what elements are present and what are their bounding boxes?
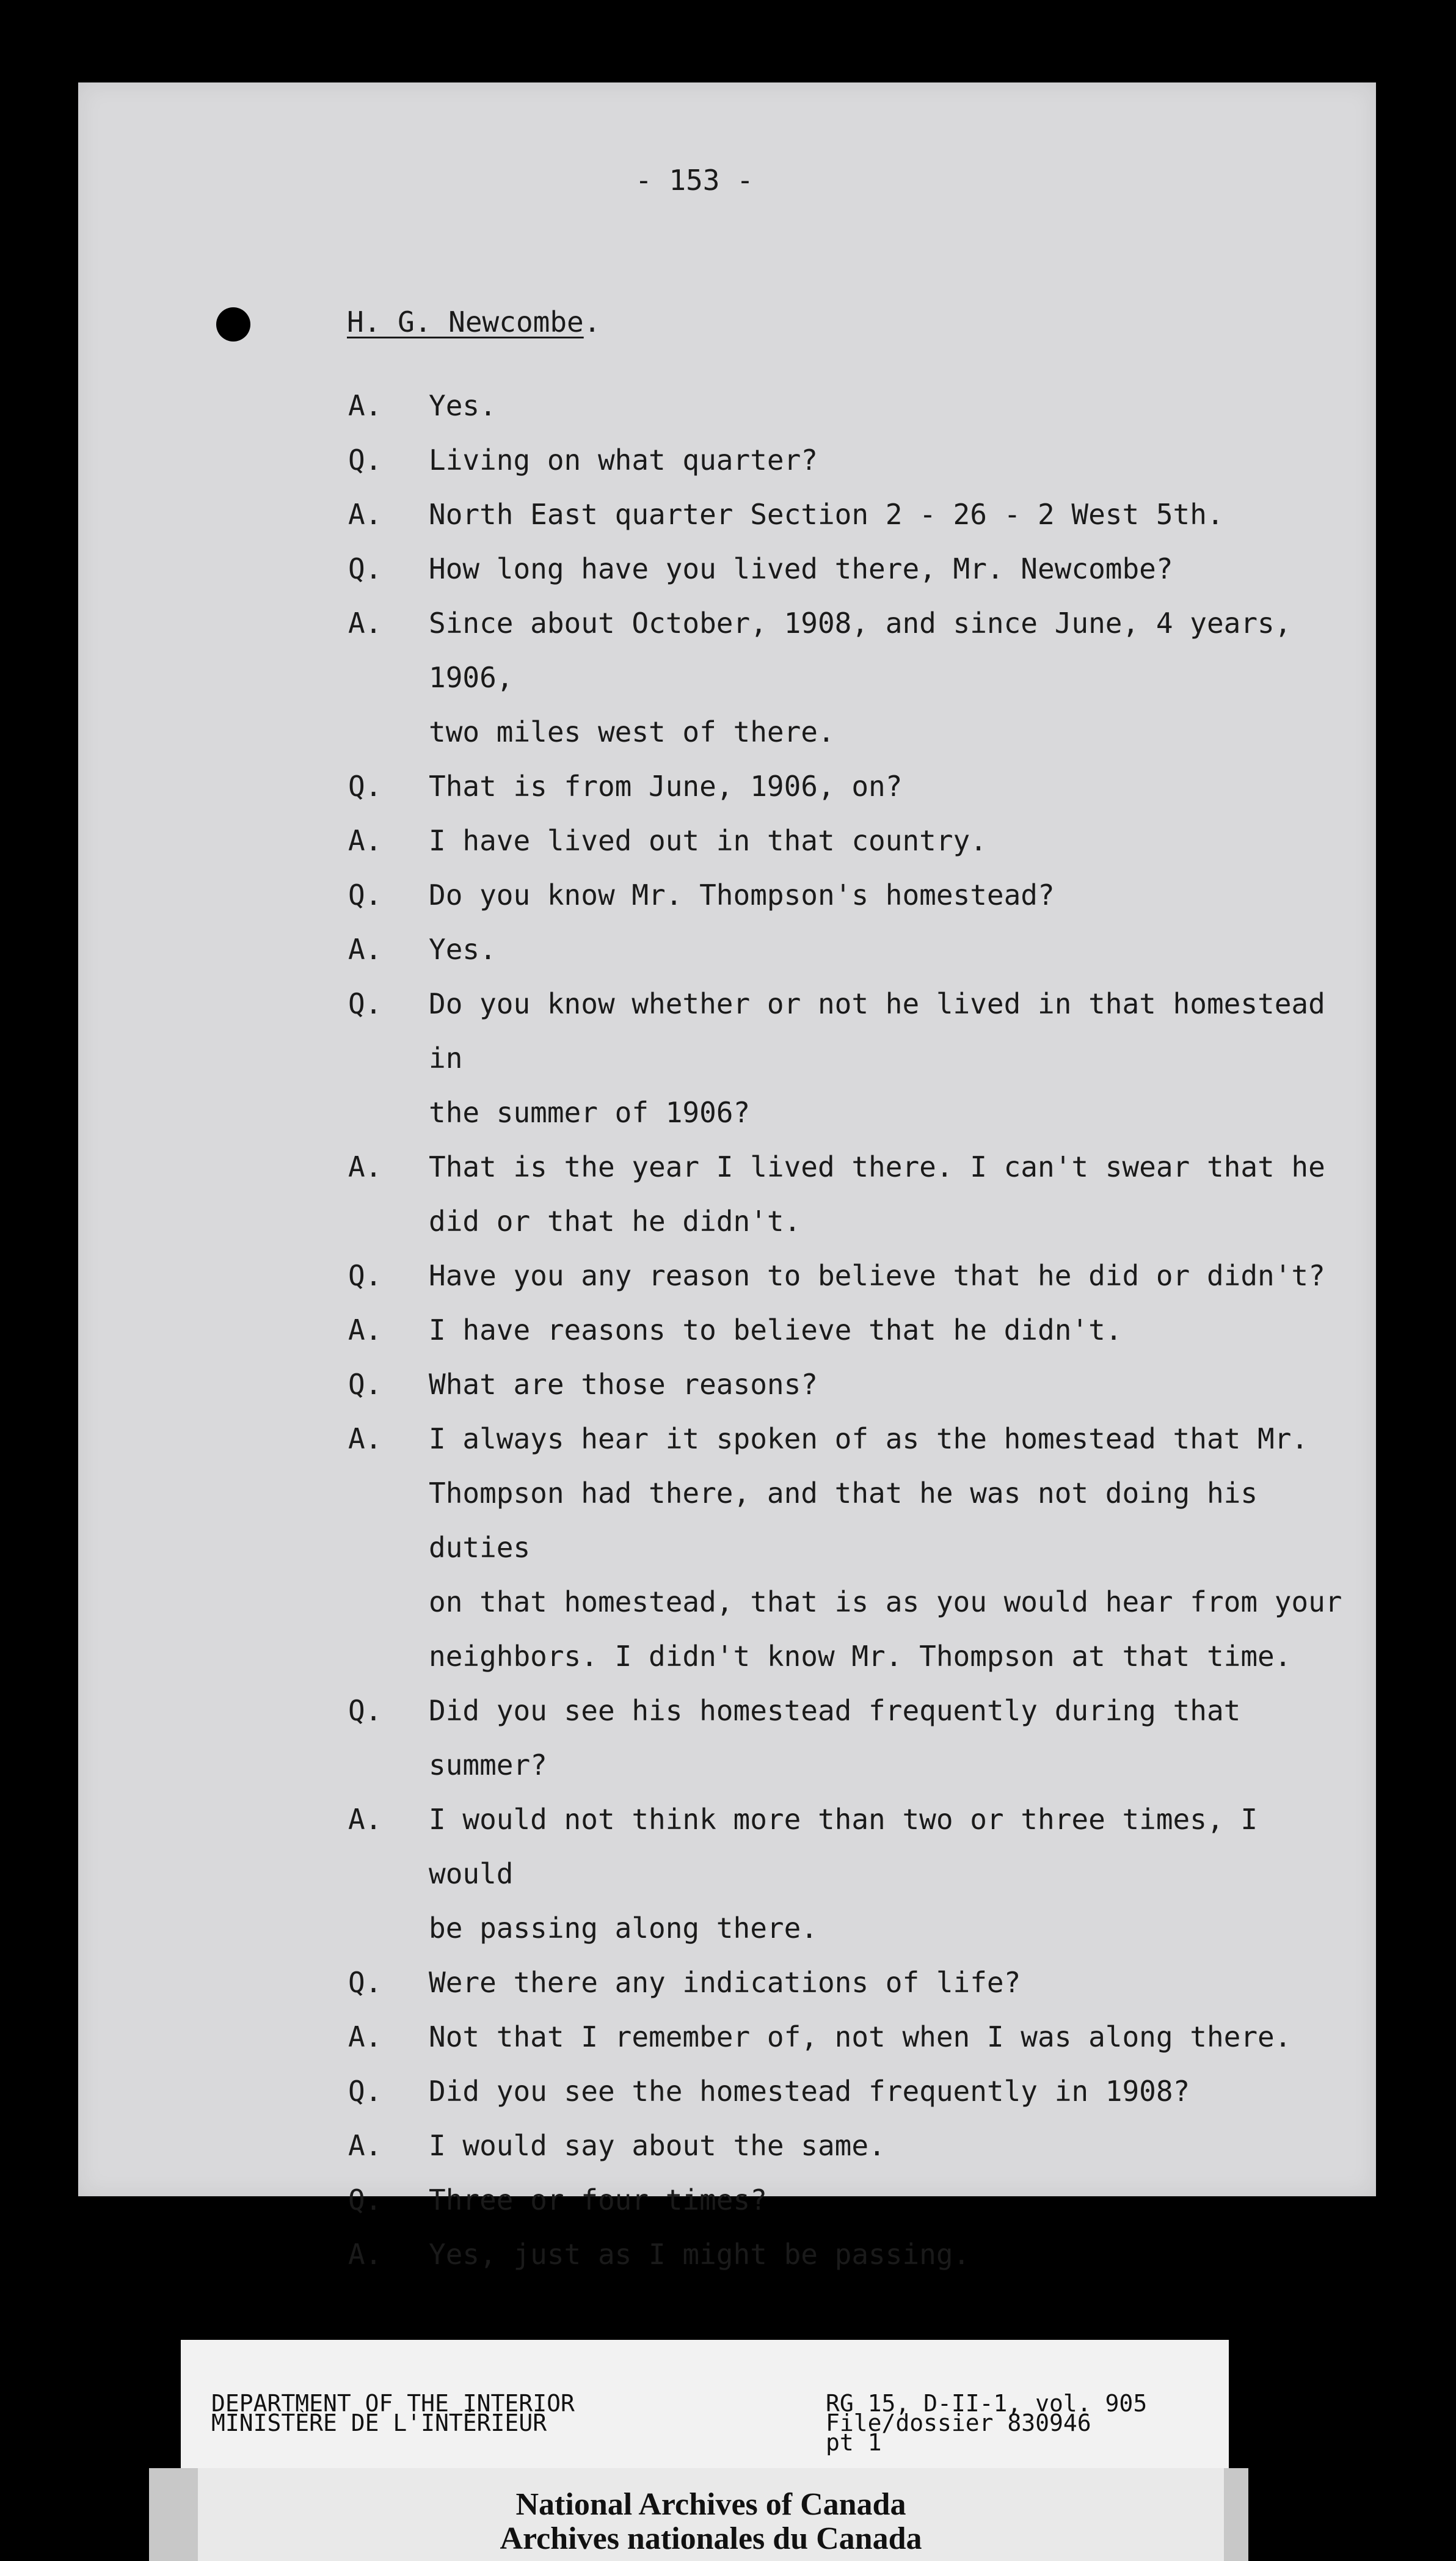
speaker-marker: Q. xyxy=(348,879,382,912)
punch-hole xyxy=(216,307,250,342)
speaker-marker: A. xyxy=(348,824,382,857)
speaker-marker: Q. xyxy=(348,552,382,585)
testimony-exchange xyxy=(348,759,1350,814)
testimony-exchange xyxy=(348,379,1350,433)
testimony-text: That is from June, 1906, on? xyxy=(429,770,903,803)
testimony-text: Since about October, 1908, and since June, 4 years, 1906, two miles west of there. xyxy=(429,607,1292,748)
speaker-marker: A. xyxy=(348,933,382,966)
department-name: DEPARTMENT OF THE INTERIOR MINISTÈRE DE L'INTÉRIEUR xyxy=(211,2390,575,2436)
testimony-text: Do you know Mr. Thompson's homestead? xyxy=(429,879,1055,912)
testimony-exchange xyxy=(348,1412,1350,1684)
testimony-text: I have reasons to believe that he didn't. xyxy=(429,1313,1123,1346)
testimony-exchange xyxy=(348,542,1350,596)
archive-reference: RG 15, D-II-1, vol. 905 File/dossier 830946 pt 1 xyxy=(826,2390,1148,2456)
archives-institution: National Archives of Canada Archives nationales du Canada xyxy=(500,2487,922,2556)
testimony-text: Three or four times? xyxy=(429,2183,767,2216)
testimony-text: I have lived out in that country. xyxy=(429,824,987,857)
testimony-text: North East quarter Section 2 - 26 - 2 West 5th. xyxy=(429,498,1224,531)
testimony-text: Did you see the homestead frequently in 1908? xyxy=(429,2075,1190,2108)
speaker-marker: Q. xyxy=(348,1694,382,1727)
testimony-exchange xyxy=(348,2173,1350,2227)
testimony-text: Living on what quarter? xyxy=(429,444,818,477)
testimony-exchange xyxy=(348,1140,1350,1249)
testimony-exchange xyxy=(348,596,1350,759)
speaker-marker: A. xyxy=(348,607,382,640)
testimony-exchange xyxy=(348,1249,1350,1303)
speaker-marker: Q. xyxy=(348,987,382,1020)
testimony-exchange xyxy=(348,2227,1350,2282)
testimony-exchange xyxy=(348,977,1350,1140)
testimony-exchange xyxy=(348,868,1350,922)
archives-banner xyxy=(149,2468,1248,2561)
testimony-exchange xyxy=(348,2119,1350,2173)
speaker-marker: A. xyxy=(348,389,382,422)
speaker-marker: A. xyxy=(348,2129,382,2162)
speaker-marker: A. xyxy=(348,1313,382,1346)
testimony-list xyxy=(348,379,1350,2282)
speaker-marker: Q. xyxy=(348,2075,382,2108)
testimony-exchange xyxy=(348,922,1350,977)
speaker-marker: Q. xyxy=(348,770,382,803)
testimony-text: Do you know whether or not he lived in that homestead in the summer of 1906? xyxy=(429,987,1325,1129)
testimony-text: Yes. xyxy=(429,389,497,422)
testimony-text: How long have you lived there, Mr. Newcombe? xyxy=(429,552,1173,585)
witness-name-suffix: . xyxy=(583,305,601,338)
testimony-text: Yes, just as I might be passing. xyxy=(429,2238,970,2271)
testimony-text: Did you see his homestead frequently during that summer? xyxy=(429,1694,1241,1781)
witness-heading xyxy=(347,305,600,338)
testimony-exchange xyxy=(348,1303,1350,1357)
testimony-exchange xyxy=(348,1357,1350,1412)
testimony-text: I always hear it spoken of as the homestead that Mr. Thompson had there, and that he was not doing his duties on that homestead, that is as you would hear from your neighbors. I didn't know Mr. Thompson at that time. xyxy=(429,1422,1342,1673)
testimony-text: Have you any reason to believe that he did or didn't? xyxy=(429,1259,1325,1292)
speaker-marker: A. xyxy=(348,1803,382,1836)
speaker-marker: A. xyxy=(348,1422,382,1455)
testimony-exchange xyxy=(348,2010,1350,2064)
witness-name: H. G. Newcombe xyxy=(347,305,584,338)
testimony-text: Were there any indications of life? xyxy=(429,1966,1021,1999)
testimony-exchange xyxy=(348,1956,1350,2010)
archives-banner-card xyxy=(198,2468,1224,2561)
speaker-marker: A. xyxy=(348,498,382,531)
testimony-text: What are those reasons? xyxy=(429,1368,818,1401)
speaker-marker: Q. xyxy=(348,2183,382,2216)
speaker-marker: Q. xyxy=(348,1259,382,1292)
testimony-exchange xyxy=(348,433,1350,488)
testimony-text: Not that I remember of, not when I was along there. xyxy=(429,2020,1292,2053)
testimony-text: I would say about the same. xyxy=(429,2129,886,2162)
page-number: - 153 - xyxy=(635,164,754,197)
speaker-marker: A. xyxy=(348,1150,382,1183)
speaker-marker: Q. xyxy=(348,1966,382,1999)
testimony-text: Yes. xyxy=(429,933,497,966)
testimony-exchange xyxy=(348,814,1350,868)
testimony-text: I would not think more than two or three times, I would be passing along there. xyxy=(429,1803,1258,1945)
testimony-text: That is the year I lived there. I can't swear that he did or that he didn't. xyxy=(429,1150,1325,1238)
speaker-marker: A. xyxy=(348,2020,382,2053)
speaker-marker: A. xyxy=(348,2238,382,2271)
testimony-exchange xyxy=(348,1792,1350,1956)
speaker-marker: Q. xyxy=(348,1368,382,1401)
speaker-marker: Q. xyxy=(348,444,382,477)
testimony-exchange xyxy=(348,488,1350,542)
testimony-exchange xyxy=(348,1684,1350,1792)
testimony-exchange xyxy=(348,2064,1350,2119)
